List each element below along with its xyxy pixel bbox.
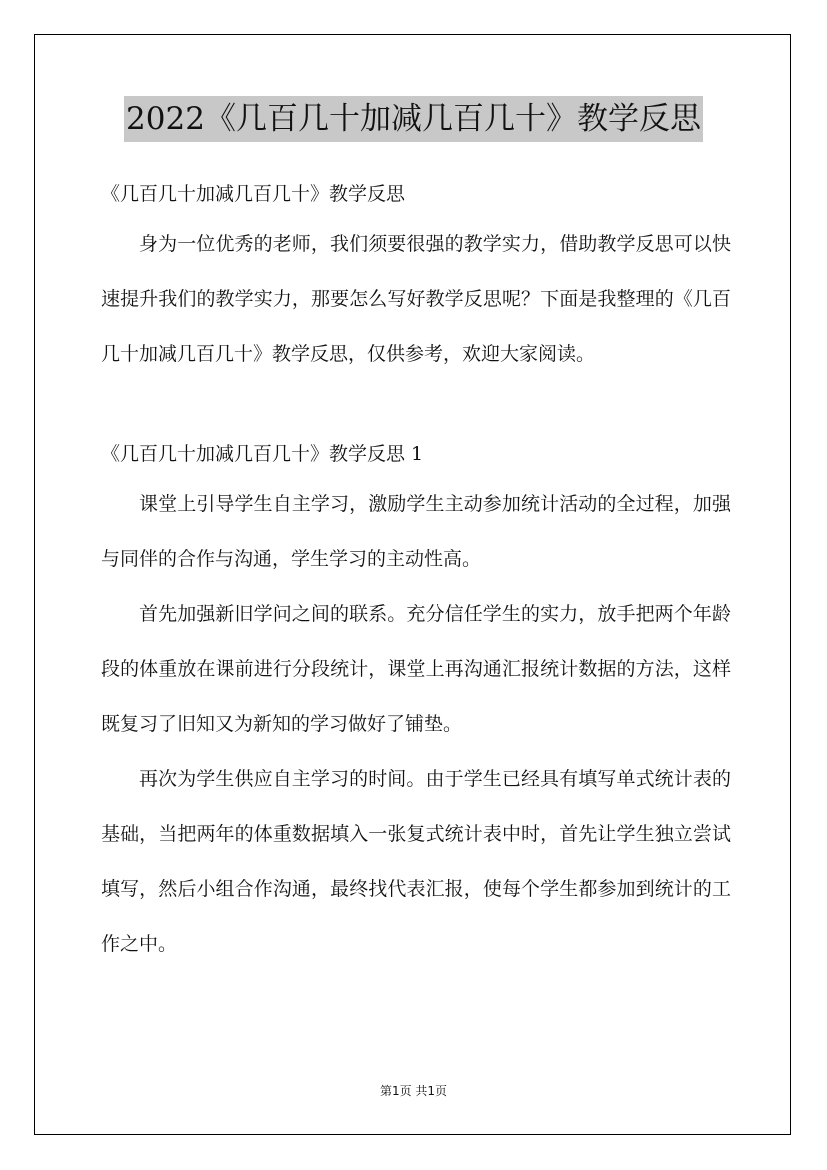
section1-paragraph-1: 课堂上引导学生自主学习，激励学生主动参加统计活动的全过程，加强与同伴的合作与沟通，学生学习的主动性高。 xyxy=(101,493,731,570)
intro-heading: 《几百几十加减几百几十》教学反思 xyxy=(101,183,406,205)
section1-paragraph-2: 首先加强新旧学问之间的联系。充分信任学生的实力，放手把两个年龄段的体重放在课前进行分段统计，课堂上再沟通汇报统计数据的方法，这样既复习了旧知又为新知的学习做好了铺垫。 xyxy=(101,603,731,735)
title-container xyxy=(0,96,827,142)
page-footer: 第1页 共1页 xyxy=(379,1084,448,1098)
document-title: 2022《几百几十加减几百几十》教学反思 xyxy=(124,96,703,142)
section1-paragraph-3: 再次为学生供应自主学习的时间。由于学生已经具有填写单式统计表的基础，当把两年的体重数据填入一张复式统计表中时，首先让学生独立尝试填写，然后小组合作沟通，最终找代表汇报，使每个学生都参加到统计的工作之中。 xyxy=(101,768,731,955)
document-body xyxy=(101,174,731,972)
intro-paragraph: 身为一位优秀的老师，我们须要很强的教学实力，借助教学反思可以快速提升我们的教学实力，那要怎么写好教学反思呢？下面是我整理的《几百几十加减几百几十》教学反思，仅供参考，欢迎大家阅读。 xyxy=(101,233,731,365)
section1-heading: 《几百几十加减几百几十》教学反思 1 xyxy=(101,443,424,465)
